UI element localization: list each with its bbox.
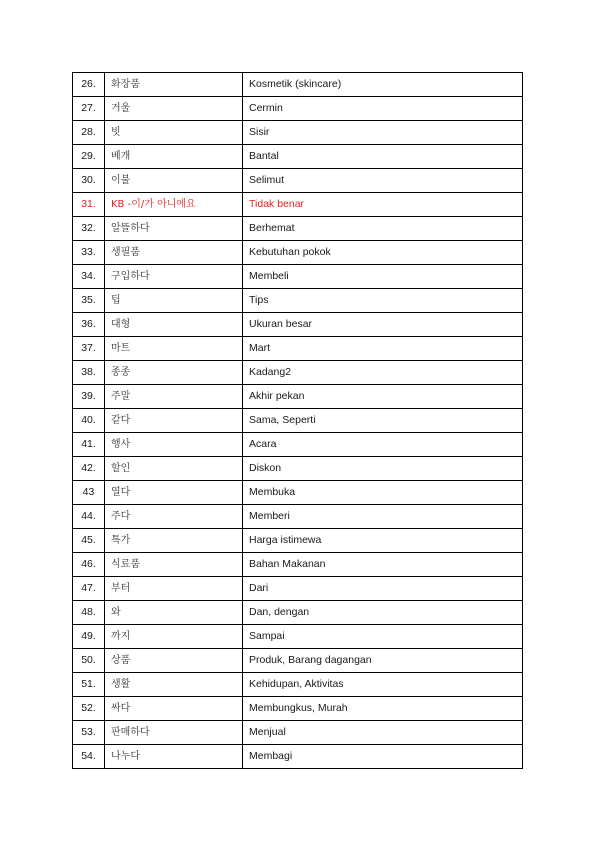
table-row xyxy=(73,337,523,361)
indonesian-translation: Membuka xyxy=(243,481,523,505)
korean-word-text: 상품 xyxy=(111,655,131,666)
indonesian-translation: Kosmetik (skincare) xyxy=(243,73,523,97)
korean-word-text: 열다 xyxy=(111,487,131,498)
korean-word xyxy=(105,505,243,529)
indonesian-translation: Sisir xyxy=(243,121,523,145)
indonesian-translation: Tips xyxy=(243,289,523,313)
row-number: 48. xyxy=(73,601,105,625)
table-row xyxy=(73,673,523,697)
korean-word xyxy=(105,409,243,433)
korean-word-text: 팁 xyxy=(111,295,121,306)
indonesian-translation: Kadang2 xyxy=(243,361,523,385)
row-number: 41. xyxy=(73,433,105,457)
table-row xyxy=(73,577,523,601)
row-number: 33. xyxy=(73,241,105,265)
table-row xyxy=(73,361,523,385)
row-number: 27. xyxy=(73,97,105,121)
table-row xyxy=(73,457,523,481)
indonesian-translation: Membungkus, Murah xyxy=(243,697,523,721)
korean-word-text: 생필품 xyxy=(111,247,140,258)
korean-word xyxy=(105,73,243,97)
row-number: 54. xyxy=(73,745,105,769)
korean-word-text: KB -이/가 아니에요 xyxy=(111,199,196,210)
korean-word xyxy=(105,193,243,217)
korean-word-text: 알뜰하다 xyxy=(111,223,150,234)
indonesian-translation: Bantal xyxy=(243,145,523,169)
korean-word xyxy=(105,97,243,121)
row-number: 32. xyxy=(73,217,105,241)
row-number: 31. xyxy=(73,193,105,217)
row-number: 36. xyxy=(73,313,105,337)
indonesian-translation: Dari xyxy=(243,577,523,601)
korean-word-text: 나누다 xyxy=(111,751,140,762)
row-number: 26. xyxy=(73,73,105,97)
korean-word xyxy=(105,121,243,145)
table-row xyxy=(73,97,523,121)
table-row xyxy=(73,601,523,625)
indonesian-translation: Mart xyxy=(243,337,523,361)
indonesian-translation: Sama, Seperti xyxy=(243,409,523,433)
row-number: 28. xyxy=(73,121,105,145)
row-number: 49. xyxy=(73,625,105,649)
korean-word-text: 생활 xyxy=(111,679,131,690)
table-row xyxy=(73,433,523,457)
korean-word-text: 부터 xyxy=(111,583,131,594)
korean-word-text: 판매하다 xyxy=(111,727,150,738)
korean-word xyxy=(105,241,243,265)
table-row xyxy=(73,145,523,169)
table-row xyxy=(73,121,523,145)
indonesian-translation: Ukuran besar xyxy=(243,313,523,337)
indonesian-translation: Tidak benar xyxy=(243,193,523,217)
indonesian-translation: Membeli xyxy=(243,265,523,289)
indonesian-translation: Selimut xyxy=(243,169,523,193)
korean-word-text: 주말 xyxy=(111,391,131,402)
row-number: 34. xyxy=(73,265,105,289)
table-row xyxy=(73,721,523,745)
korean-word-text: 거울 xyxy=(111,103,131,114)
korean-word-text: 식료품 xyxy=(111,559,140,570)
row-number: 50. xyxy=(73,649,105,673)
korean-word xyxy=(105,721,243,745)
indonesian-translation: Acara xyxy=(243,433,523,457)
table-row xyxy=(73,625,523,649)
korean-word-text: 대형 xyxy=(111,319,131,330)
table-row xyxy=(73,313,523,337)
indonesian-translation: Dan, dengan xyxy=(243,601,523,625)
row-number: 39. xyxy=(73,385,105,409)
korean-word xyxy=(105,601,243,625)
row-number: 29. xyxy=(73,145,105,169)
korean-word-text: 행사 xyxy=(111,439,131,450)
vocabulary-table-body xyxy=(73,73,523,769)
table-row xyxy=(73,217,523,241)
indonesian-translation: Bahan Makanan xyxy=(243,553,523,577)
indonesian-translation: Cermin xyxy=(243,97,523,121)
korean-word-text: 할인 xyxy=(111,463,131,474)
korean-word xyxy=(105,217,243,241)
korean-word xyxy=(105,337,243,361)
table-row xyxy=(73,241,523,265)
table-row xyxy=(73,169,523,193)
korean-word-text: 구입하다 xyxy=(111,271,150,282)
korean-word xyxy=(105,457,243,481)
korean-word-text: 특가 xyxy=(111,535,131,546)
korean-word-text: 같다 xyxy=(111,415,131,426)
table-row xyxy=(73,745,523,769)
indonesian-translation: Sampai xyxy=(243,625,523,649)
row-number: 30. xyxy=(73,169,105,193)
korean-word xyxy=(105,625,243,649)
indonesian-translation: Produk, Barang dagangan xyxy=(243,649,523,673)
row-number: 53. xyxy=(73,721,105,745)
row-number: 44. xyxy=(73,505,105,529)
korean-word xyxy=(105,673,243,697)
korean-word-text: 까지 xyxy=(111,631,131,642)
korean-word xyxy=(105,529,243,553)
indonesian-translation: Membagi xyxy=(243,745,523,769)
korean-word-text: 베개 xyxy=(111,151,131,162)
table-row xyxy=(73,553,523,577)
row-number: 38. xyxy=(73,361,105,385)
row-number: 40. xyxy=(73,409,105,433)
korean-word xyxy=(105,169,243,193)
korean-word-text: 빗 xyxy=(111,127,121,138)
row-number: 47. xyxy=(73,577,105,601)
korean-word xyxy=(105,385,243,409)
korean-word-text: 와 xyxy=(111,607,121,618)
korean-word xyxy=(105,289,243,313)
korean-word xyxy=(105,481,243,505)
table-row xyxy=(73,649,523,673)
korean-word-text: 화장품 xyxy=(111,79,140,90)
row-number: 45. xyxy=(73,529,105,553)
korean-word xyxy=(105,361,243,385)
table-row xyxy=(73,505,523,529)
table-row xyxy=(73,265,523,289)
indonesian-translation: Harga istimewa xyxy=(243,529,523,553)
table-row xyxy=(73,385,523,409)
korean-word xyxy=(105,577,243,601)
row-number: 35. xyxy=(73,289,105,313)
korean-word-text: 이불 xyxy=(111,175,131,186)
korean-word xyxy=(105,313,243,337)
korean-word xyxy=(105,145,243,169)
korean-word xyxy=(105,649,243,673)
table-row xyxy=(73,697,523,721)
korean-word xyxy=(105,745,243,769)
korean-word xyxy=(105,265,243,289)
indonesian-translation: Berhemat xyxy=(243,217,523,241)
indonesian-translation: Memberi xyxy=(243,505,523,529)
indonesian-translation: Akhir pekan xyxy=(243,385,523,409)
indonesian-translation: Kebutuhan pokok xyxy=(243,241,523,265)
table-row xyxy=(73,529,523,553)
indonesian-translation: Menjual xyxy=(243,721,523,745)
row-number: 46. xyxy=(73,553,105,577)
korean-word-text: 종종 xyxy=(111,367,131,378)
korean-word-text: 싸다 xyxy=(111,703,131,714)
row-number: 51. xyxy=(73,673,105,697)
table-row xyxy=(73,409,523,433)
korean-word xyxy=(105,553,243,577)
table-row xyxy=(73,193,523,217)
table-row xyxy=(73,481,523,505)
korean-word-text: 주다 xyxy=(111,511,131,522)
indonesian-translation: Kehidupan, Aktivitas xyxy=(243,673,523,697)
vocabulary-table xyxy=(72,72,523,769)
table-row xyxy=(73,73,523,97)
indonesian-translation: Diskon xyxy=(243,457,523,481)
row-number: 52. xyxy=(73,697,105,721)
table-row xyxy=(73,289,523,313)
row-number: 42. xyxy=(73,457,105,481)
korean-word xyxy=(105,697,243,721)
korean-word xyxy=(105,433,243,457)
row-number: 37. xyxy=(73,337,105,361)
korean-word-text: 마트 xyxy=(111,343,131,354)
row-number: 43 xyxy=(73,481,105,505)
